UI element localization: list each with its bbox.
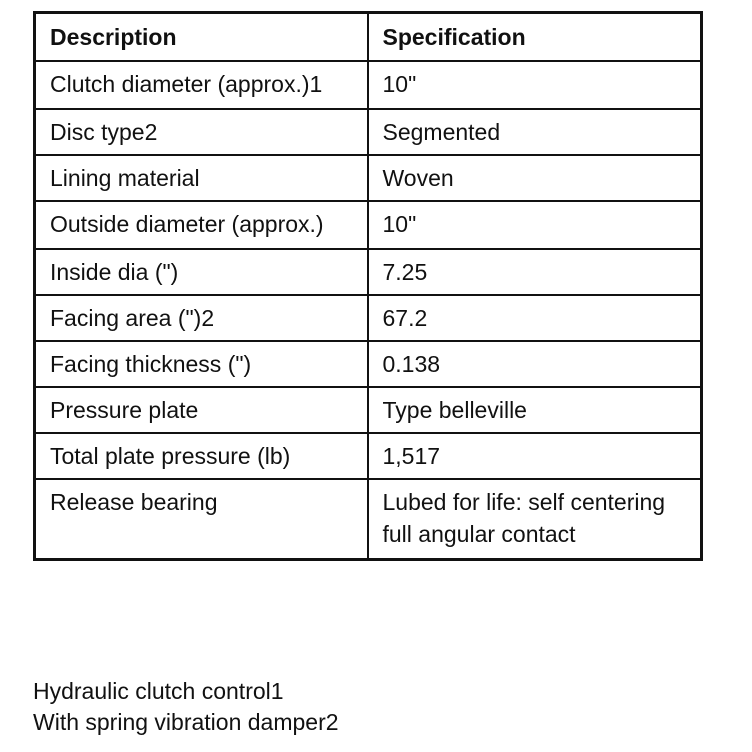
table-row <box>35 61 702 109</box>
footnotes <box>33 676 339 738</box>
description-cell: Facing thickness (") <box>35 341 368 387</box>
table-row <box>35 201 702 249</box>
specification-cell: 7.25 <box>368 249 702 295</box>
column-header-specification: Specification <box>368 13 702 62</box>
description-cell: Pressure plate <box>35 387 368 433</box>
description-cell: Disc type2 <box>35 109 368 155</box>
table-row <box>35 295 702 341</box>
table-row <box>35 109 702 155</box>
specification-cell: 67.2 <box>368 295 702 341</box>
table-row <box>35 479 702 560</box>
specification-cell: 10" <box>368 61 702 109</box>
description-cell: Facing area (")2 <box>35 295 368 341</box>
specification-cell: Type belleville <box>368 387 702 433</box>
specification-cell: Woven <box>368 155 702 201</box>
description-cell: Lining material <box>35 155 368 201</box>
description-cell: Outside diameter (approx.) <box>35 201 368 249</box>
spec-table <box>33 11 703 561</box>
description-cell: Release bearing <box>35 479 368 560</box>
specification-cell: 10" <box>368 201 702 249</box>
specification-cell: 1,517 <box>368 433 702 479</box>
table-row <box>35 155 702 201</box>
table-row <box>35 387 702 433</box>
footnote-2: With spring vibration damper2 <box>33 709 339 735</box>
table-row <box>35 249 702 295</box>
table-row <box>35 341 702 387</box>
specification-cell: 0.138 <box>368 341 702 387</box>
description-cell: Total plate pressure (lb) <box>35 433 368 479</box>
description-cell: Inside dia (") <box>35 249 368 295</box>
description-cell: Clutch diameter (approx.)1 <box>35 61 368 109</box>
footnote-1: Hydraulic clutch control1 <box>33 678 284 704</box>
table-row <box>35 433 702 479</box>
column-header-description: Description <box>35 13 368 62</box>
specification-cell: Segmented <box>368 109 702 155</box>
specification-cell: Lubed for life: self centering full angular contact <box>368 479 702 560</box>
table-header-row <box>35 13 702 62</box>
